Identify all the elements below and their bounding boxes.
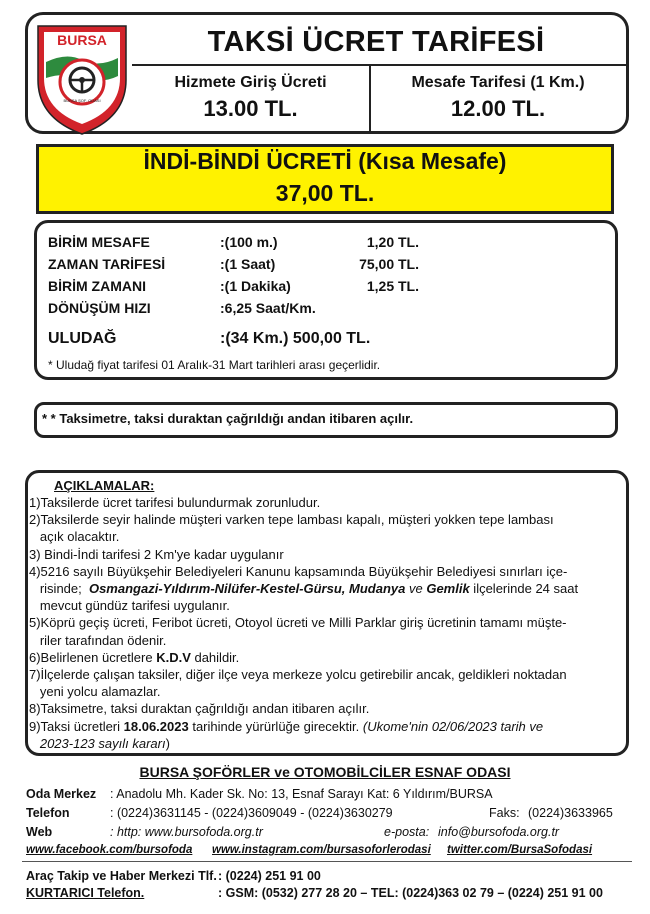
facebook-link[interactable]: www.facebook.com/bursofoda	[26, 844, 193, 856]
tariff-price: 1,20 TL.	[366, 234, 419, 250]
explanation-line	[29, 633, 166, 648]
tariff-name: BİRİM MESAFE	[48, 234, 150, 250]
explanations-heading: AÇIKLAMALAR:	[54, 478, 155, 493]
svg-text:BURSA: BURSA	[57, 32, 107, 48]
explanation-text: Osmangazi-Yıldırım-Nilüfer-Kestel-Gürsu, Mudanya	[88, 581, 406, 596]
explanation-line	[29, 667, 567, 682]
explanation-text: yeni yolcu alamazlar.	[29, 684, 161, 700]
tariff-param: :(1 Saat)	[220, 256, 276, 272]
web-label: Web	[26, 825, 53, 839]
tracking-center-label: Araç Takip ve Haber Merkezi Tlf.	[26, 869, 217, 883]
phone-numbers: : (0224)3631145 - (0224)3609049 - (0224)3630279	[110, 806, 393, 820]
instagram-link[interactable]: www.instagram.com/bursasoforlerodasi	[212, 844, 431, 856]
short-distance-title: İNDİ-BİNDİ ÜCRETİ (Kısa Mesafe)	[143, 148, 507, 174]
explanation-text: 8)Taksimetre, taksi duraktan çağrıldığı andan itibaren açılır.	[29, 701, 370, 717]
phone-label: Telefon	[26, 806, 70, 820]
explanation-line	[29, 581, 578, 596]
tariff-param: :(100 m.)	[220, 234, 278, 250]
entry-fee-label: Hizmete Giriş Ücreti	[174, 74, 327, 91]
tariff-price: 1,25 TL.	[366, 278, 419, 294]
tariff-param: :6,25 Saat/Km.	[220, 300, 316, 316]
explanation-text: riler tarafından ödenir.	[29, 632, 167, 648]
explanation-text: mevcut gündüz tarifesi uygulanır.	[29, 598, 230, 614]
explanation-text: 2)Taksilerde seyir halinde müşteri varken tepe lambası kapalı, müşteri yokken tepe lambası	[29, 512, 554, 528]
explanation-line	[29, 684, 161, 699]
explanation-text: ve	[405, 581, 427, 596]
explanation-text: tarihinde yürürlüğe girecektir.	[188, 718, 363, 734]
rescue-label: KURTARICI Telefon.	[26, 886, 145, 900]
footer-org-name: BURSA ŞOFÖRLER ve OTOMOBİLCİLER ESNAF ODASI	[139, 764, 511, 780]
email-link[interactable]: info@bursofoda.org.tr	[438, 825, 560, 839]
uludag-label: ULUDAĞ	[48, 330, 117, 347]
tariff-price: 75,00 TL.	[359, 256, 419, 272]
explanation-text: )	[165, 735, 170, 751]
explanation-line	[29, 547, 284, 562]
explanation-text: 9)Taksi ücretleri	[29, 718, 124, 734]
uludag-row	[48, 330, 548, 352]
explanation-line	[29, 495, 320, 510]
entry-fee-value: 13.00 TL.	[203, 96, 298, 121]
explanation-text: 2023-123 sayılı kararı	[39, 735, 166, 751]
explanation-line	[29, 701, 369, 716]
tariff-name: BİRİM ZAMANI	[48, 278, 146, 294]
bursa-taxi-association-logo	[32, 18, 132, 136]
uludag-price: :(34 Km.) 500,00 TL.	[220, 330, 371, 347]
email-label: e-posta:	[384, 825, 430, 839]
fax-number: (0224)3633965	[528, 806, 613, 820]
svg-text:BURSA ŞOF. ODASI: BURSA ŞOF. ODASI	[63, 98, 101, 103]
explanation-text: 3) Bindi-İndi tarifesi 2 Km'ye kadar uygulanır	[29, 546, 284, 562]
taximeter-note: * * Taksimetre, taksi duraktan çağrıldığı andan itibaren açılır.	[42, 411, 414, 426]
explanation-text: (Ukome'nin 02/06/2023 tarih ve	[362, 718, 544, 734]
office-label: Oda Merkez	[26, 787, 97, 801]
fax-label: Faks:	[489, 806, 520, 820]
explanation-text: açık olacaktır.	[29, 529, 120, 545]
uludag-note: * Uludağ fiyat tarifesi 01 Aralık-31 Mart tarihleri arası geçerlidir.	[48, 358, 381, 372]
tracking-center-phone: : (0224) 251 91 00	[218, 869, 321, 883]
title-underline	[132, 64, 629, 66]
explanation-text: 4)5216 sayılı Büyükşehir Belediyeleri Kanunu kapsamında Büyükşehir Belediyesi sınırları içe-	[29, 563, 568, 579]
explanation-text: ilçelerinde 24 saat	[469, 581, 579, 596]
explanation-line	[29, 615, 567, 630]
explanation-line	[29, 650, 239, 665]
tariff-name: DÖNÜŞÜM HIZI	[48, 300, 151, 316]
explanation-text: K.D.V	[156, 649, 191, 665]
explanation-text: 7)İlçelerde çalışan taksiler, diğer ilçe veya merkeze yolcu getirebilir ancak, geldikleri noktadan	[29, 667, 567, 682]
explanation-line	[29, 598, 230, 613]
explanation-line	[29, 529, 119, 544]
office-address: : Anadolu Mh. Kader Sk. No: 13, Esnaf Sarayı Kat: 6 Yıldırım/BURSA	[110, 787, 493, 801]
page-title: TAKSİ ÜCRET TARİFESİ	[207, 26, 545, 58]
explanation-text: dahildir.	[190, 649, 240, 665]
twitter-link[interactable]: twitter.com/BursaSofodasi	[447, 844, 593, 856]
rescue-phones: : GSM: (0532) 277 28 20 – TEL: (0224)363 02 79 – (0224) 251 91 00	[218, 886, 603, 900]
explanation-text: 18.06.2023	[123, 718, 189, 734]
explanation-text: Gemlik	[426, 581, 470, 596]
footer-separator	[22, 861, 632, 862]
explanation-text: risinde;	[29, 581, 89, 596]
distance-fee-value: 12.00 TL.	[450, 96, 546, 121]
tariff-name: ZAMAN TARİFESİ	[48, 256, 166, 272]
explanation-line	[29, 564, 567, 579]
explanation-text: 6)Belirlenen ücretlere	[29, 649, 157, 665]
explanation-text: 5)Köprü geçiş ücreti, Feribot ücreti, Otoyol ücreti ve Milli Parklar giriş ücretinin tamamı müşte-	[29, 615, 567, 631]
explanation-text: 1)Taksilerde ücret tarifesi bulundurmak zorunludur.	[29, 495, 321, 510]
explanation-line	[29, 512, 554, 527]
short-distance-price: 37,00 TL.	[275, 180, 375, 206]
distance-fee-label: Mesafe Tarifesi (1 Km.)	[411, 74, 585, 91]
website-link[interactable]: : http: www.bursofoda.org.tr	[110, 825, 263, 839]
explanation-line	[29, 719, 543, 734]
explanation-line	[29, 736, 170, 751]
tariff-param: :(1 Dakika)	[220, 278, 291, 294]
explanation-text	[29, 736, 40, 751]
